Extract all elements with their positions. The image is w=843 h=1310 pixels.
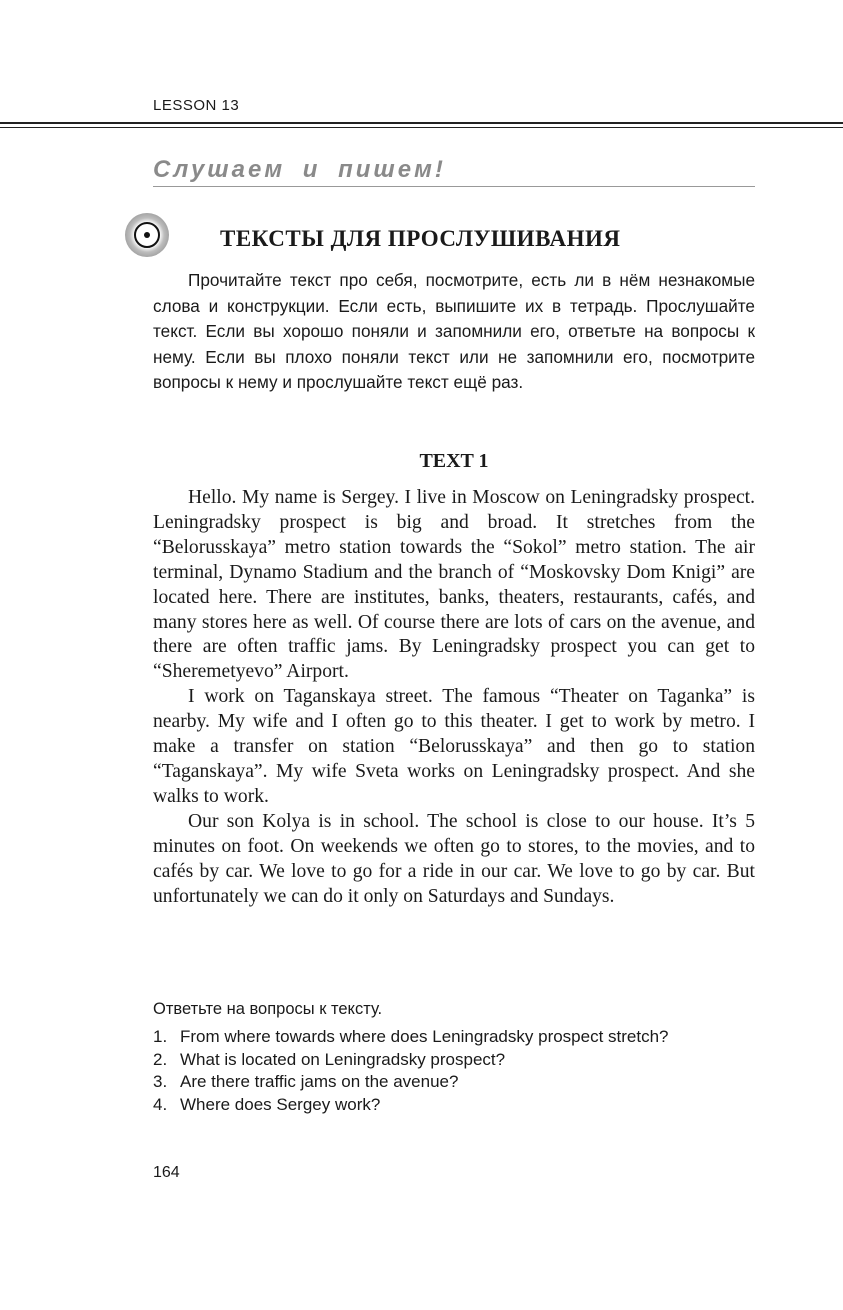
question-number: 4.	[153, 1094, 168, 1114]
question-text: From where towards where does Leningradsky prospect stretch?	[180, 1027, 669, 1046]
question-text: What is located on Leningradsky prospect?	[180, 1049, 506, 1069]
question-item	[153, 1094, 755, 1117]
header-rule-thick	[0, 122, 843, 124]
questions-intro: Ответьте на вопросы к тексту.	[153, 1000, 383, 1018]
questions-list	[153, 1026, 755, 1116]
question-text: Where does Sergey work?	[180, 1094, 381, 1114]
text-title: TEXT 1	[419, 450, 489, 472]
question-item	[153, 1071, 755, 1094]
question-number: 1.	[153, 1027, 168, 1046]
story-paragraph: Hello. My name is Sergey. I live in Moscow on Leningradsky prospect. Leningradsky prospect is big and broad. It stretches from the “Belorusskaya” metro station towards the “Sokol” metro station. The air terminal, Dynamo Stadium and the branch of “Moskovsky Dom Knigi” are located here. There are institutes, banks, theaters, restaurants, cafés, and many stores here as well. Of course there are lots of cars on the avenue, and there are often traffic jams. By Leningradsky prospect you can get to “Sheremetyevo” Airport.	[153, 487, 755, 683]
story-paragraph: I work on Taganskaya street. The famous “Theater on Taganka” is nearby. My wife and I often go to this theater. I get to work by metro. I make a transfer on station “Belorusskaya” and then go to station “Taganskaya”. My wife Sveta works on Leningradsky prospect. And she walks to work.	[153, 686, 755, 807]
page-number: 164	[153, 1164, 180, 1181]
section-title: Слушаем и пишем!	[153, 156, 446, 183]
question-text: Are there traffic jams on the avenue?	[180, 1072, 459, 1091]
question-number: 3.	[153, 1072, 168, 1091]
audio-ring	[134, 222, 160, 248]
audio-dot	[144, 232, 150, 238]
instructions-paragraph: Прочитайте текст про себя, посмотрите, есть ли в нём незнакомые слова и конструкции. Если есть, выпишите их в тетрадь. Прослушайте текст. Если вы хорошо поняли и запомнили его, ответьте на вопросы к нему. Если вы плохо поняли текст или не запомнили его, посмотрите вопросы к нему и прослушайте текст ещё раз.	[153, 270, 755, 392]
question-item	[153, 1026, 755, 1049]
audio-disc-icon	[125, 213, 169, 257]
section-underline	[153, 186, 755, 187]
question-item	[153, 1049, 755, 1072]
lesson-header: LESSON 13	[153, 97, 240, 114]
question-number: 2.	[153, 1049, 168, 1069]
listening-heading: ТЕКСТЫ ДЛЯ ПРОСЛУШИВАНИЯ	[220, 226, 621, 251]
header-rule-thin	[0, 127, 843, 128]
story-paragraph: Our son Kolya is in school. The school is close to our house. It’s 5 minutes on foot. On weekends we often go to stores, to the movies, and to cafés by car. We love to go for a ride in our car. We love to go by car. But unfortunately we can do it only on Saturdays and Sundays.	[153, 810, 755, 907]
story-text	[153, 486, 755, 909]
